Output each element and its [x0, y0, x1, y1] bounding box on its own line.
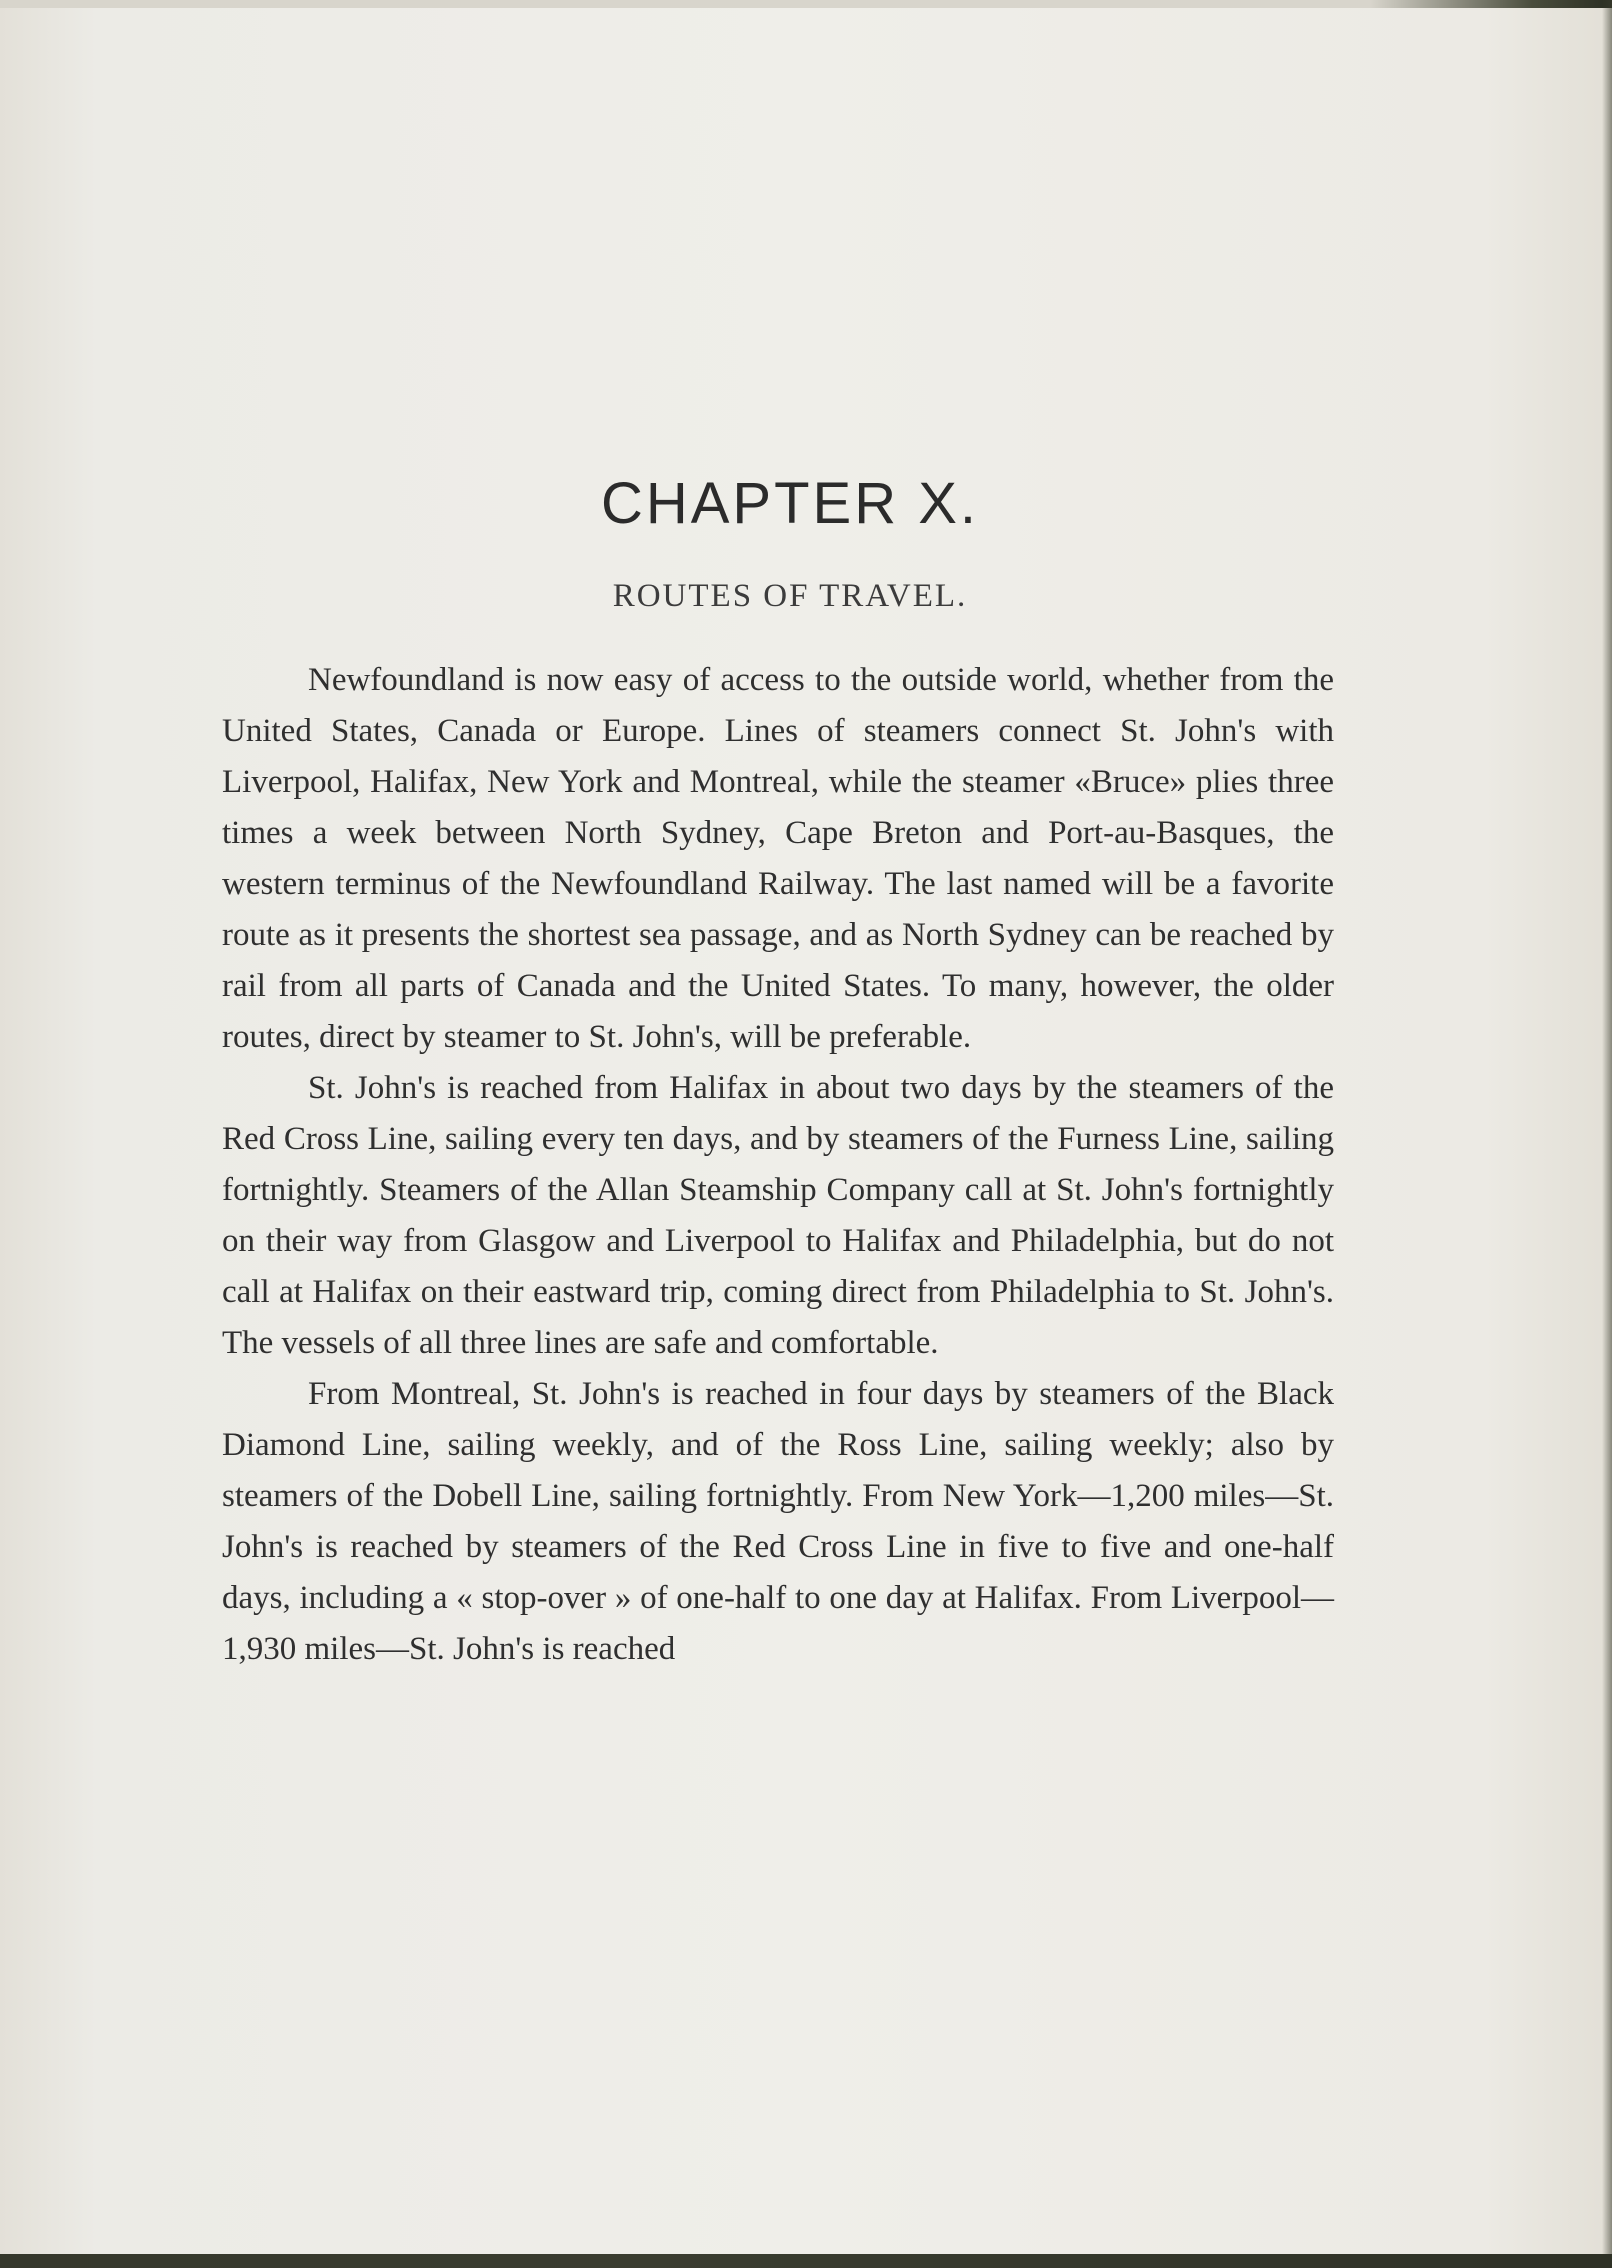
page-right-edge [1602, 0, 1612, 2268]
page-bottom-edge [0, 2254, 1612, 2268]
section-title: ROUTES OF TRAVEL. [612, 578, 968, 614]
paragraph: Newfoundland is now easy of access to the outside world, whether from the United States, Canada or Europe. Lines of steamers connect St. John's with Liverpool, Halifax, New York and Montreal, while the steamer «Bruce» plies three times a week between North Sydney, Cape Breton and Port-au-Basques, the western terminus of the Newfoundland Railway. The last named will be a favorite route as it presents the shortest sea passage, and as North Sydney can be reached by rail from all parts of Canada and the United States. To many, however, the older routes, direct by steamer to St. John's, will be preferable. [222, 662, 1334, 1055]
body-text [222, 655, 1334, 1675]
paragraph: St. John's is reached from Halifax in about two days by the steamers of the Red Cross Line, sailing every ten days, and by steamers of the Furness Line, sailing fortnightly. Steamers of the Allan Steamship Company call at St. John's fortnightly on their way from Glasgow and Liverpool to Halifax and Philadelphia, but do not call at Halifax on their eastward trip, coming direct from Philadelphia to St. John's. The vessels of all three lines are safe and comfortable. [222, 1070, 1334, 1361]
page-top-edge [0, 0, 1612, 8]
chapter-title: CHAPTER X. [600, 471, 980, 536]
paragraph: From Montreal, St. John's is reached in four days by steamers of the Black Diamond Line, sailing weekly, and of the Ross Line, sailing weekly; also by steamers of the Dobell Line, sailing fortnightly. From New York—1,200 miles—St. John's is reached by steamers of the Red Cross Line in five to five and one-half days, including a « stop-over » of one-half to one day at Halifax. From Liverpool—1,930 miles—St. John's is reached [222, 1376, 1334, 1667]
